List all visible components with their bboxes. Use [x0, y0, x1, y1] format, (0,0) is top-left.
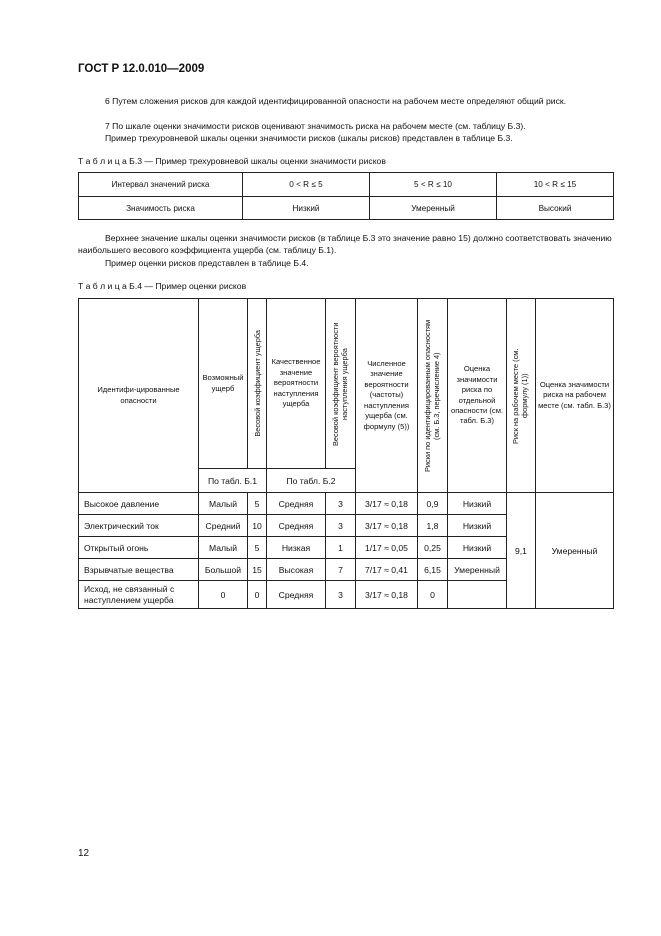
table-cell: 0: [248, 581, 267, 609]
table-cell: 0,9: [418, 493, 448, 515]
table-cell: Низкий: [448, 515, 507, 537]
table-cell: 0: [199, 581, 248, 609]
table-cell: Высокий: [497, 197, 614, 220]
table-cell: Исход, не связанный с наступлением ущерба: [79, 581, 199, 609]
table-cell: Взрывчатые вещества: [79, 559, 199, 581]
table-header-row: [79, 299, 614, 469]
table-b3-caption: [78, 155, 386, 167]
table-cell: Средняя: [267, 581, 326, 609]
table-cell: Малый: [199, 537, 248, 559]
table-cell: 7/17 ≈ 0,41: [356, 559, 418, 581]
header-hazards: Идентифи-цированные опасности: [79, 299, 199, 493]
caption-text: — Пример трехуровневой шкалы оценки значимости рисков: [142, 156, 386, 166]
table-cell: 3: [326, 493, 356, 515]
header-text-vertical: Риск на рабочем месте (см. формулу (1)): [511, 347, 529, 444]
caption-label: Т а б л и ц а Б.4: [78, 281, 142, 291]
table-cell: 3: [326, 581, 356, 609]
caption-text: — Пример оценки рисков: [142, 281, 247, 291]
header-text-vertical: Весовой коэффициент вероятности наступления ущерба: [330, 321, 349, 446]
paragraph-upper-value: Верхнее значение шкалы оценки значимости рисков (в таблице Б.3 это значение равно 15) должно соответствовать значению наибольшего весового коэффициента ущерба (см. таблицу Б.1).: [78, 233, 612, 256]
table-cell: Высокая: [267, 559, 326, 581]
header-text-vertical: Весовой коэффициент ущерба: [252, 330, 262, 437]
table-cell: 5: [248, 537, 267, 559]
header-probability-weight: [326, 299, 356, 469]
paragraph-example-b4: Пример оценки рисков представлен в таблице Б.4.: [105, 258, 309, 268]
workplace-assessment-value: Умеренный: [536, 493, 614, 609]
table-cell: 3/17 ≈ 0,18: [356, 493, 418, 515]
header-workplace-risk: [507, 299, 536, 493]
table-cell: 3/17 ≈ 0,18: [356, 581, 418, 609]
table-row: [79, 197, 614, 220]
table-cell: Низкий: [243, 197, 370, 220]
table-cell: 3: [326, 515, 356, 537]
subheader-table-b2: По табл. Б.2: [267, 469, 356, 493]
table-cell: 5 < R ≤ 10: [370, 173, 497, 197]
table-cell: Большой: [199, 559, 248, 581]
header-probability-quality: Качественное значение вероятности наступления ущерба: [267, 299, 326, 469]
caption-label: Т а б л и ц а Б.3: [78, 156, 142, 166]
header-hazard-assessment: Оценка значимости риска по отдельной опасности (см. табл. Б.3): [448, 299, 507, 493]
table-cell: Открытый огонь: [79, 537, 199, 559]
header-workplace-assessment: Оценка значимости риска на рабочем месте (см. табл. Б.3): [536, 299, 614, 493]
document-header: ГОСТ Р 12.0.010—2009: [78, 63, 205, 75]
table-b4: [78, 298, 614, 609]
table-cell: Низкий: [448, 493, 507, 515]
paragraph-6: 6 Путем сложения рисков для каждой идентифицированной опасности на рабочем месте определяют общий риск.: [105, 96, 567, 106]
table-cell: Интервал значений риска: [79, 173, 243, 197]
header-hazard-risks: [418, 299, 448, 493]
paragraph-example-b3: Пример трехуровневой шкалы оценки значимости рисков (шкалы рисков) представлен в таблице Б.3.: [105, 133, 513, 143]
table-cell: 10: [248, 515, 267, 537]
subheader-table-b1: По табл. Б.1: [199, 469, 267, 493]
table-cell: 0 < R ≤ 5: [243, 173, 370, 197]
table-cell: Электрический ток: [79, 515, 199, 537]
table-cell: Средняя: [267, 515, 326, 537]
table-cell: 1,8: [418, 515, 448, 537]
table-cell: 3/17 ≈ 0,18: [356, 515, 418, 537]
table-cell: Умеренный: [370, 197, 497, 220]
table-cell: 0,25: [418, 537, 448, 559]
table-cell: Малый: [199, 493, 248, 515]
header-possible-damage: Возможный ущерб: [199, 299, 248, 469]
paragraph-7: 7 По шкале оценки значимости рисков оценивают значимость риска на рабочем месте (см. таблицу Б.3).: [105, 121, 526, 131]
workplace-risk-value: 9,1: [507, 493, 536, 609]
page-number: 12: [78, 848, 90, 859]
table-b4-caption: [78, 280, 246, 292]
table-cell: Высокое давление: [79, 493, 199, 515]
table-row: [79, 173, 614, 197]
table-cell: 15: [248, 559, 267, 581]
table-cell: Средний: [199, 515, 248, 537]
table-cell: 1/17 ≈ 0,05: [356, 537, 418, 559]
table-cell: 0: [418, 581, 448, 609]
table-cell: 5: [248, 493, 267, 515]
header-damage-weight: [248, 299, 267, 469]
table-cell: 6,15: [418, 559, 448, 581]
table-cell: [448, 581, 507, 609]
table-cell: Умеренный: [448, 559, 507, 581]
table-cell: 1: [326, 537, 356, 559]
table-cell: Средняя: [267, 493, 326, 515]
table-cell: 10 < R ≤ 15: [497, 173, 614, 197]
table-cell: Низкая: [267, 537, 326, 559]
table-cell: Низкий: [448, 537, 507, 559]
header-text-vertical: Риски по идентифицированным опасностям (см. Б.3, перечисление 4): [422, 319, 441, 472]
table-row: [79, 493, 614, 515]
table-cell: 7: [326, 559, 356, 581]
table-cell: Значимость риска: [79, 197, 243, 220]
table-b3: [78, 172, 614, 220]
header-probability-number: Численное значение вероятности (частоты) наступления ущерба (см. формулу (5)): [356, 299, 418, 493]
